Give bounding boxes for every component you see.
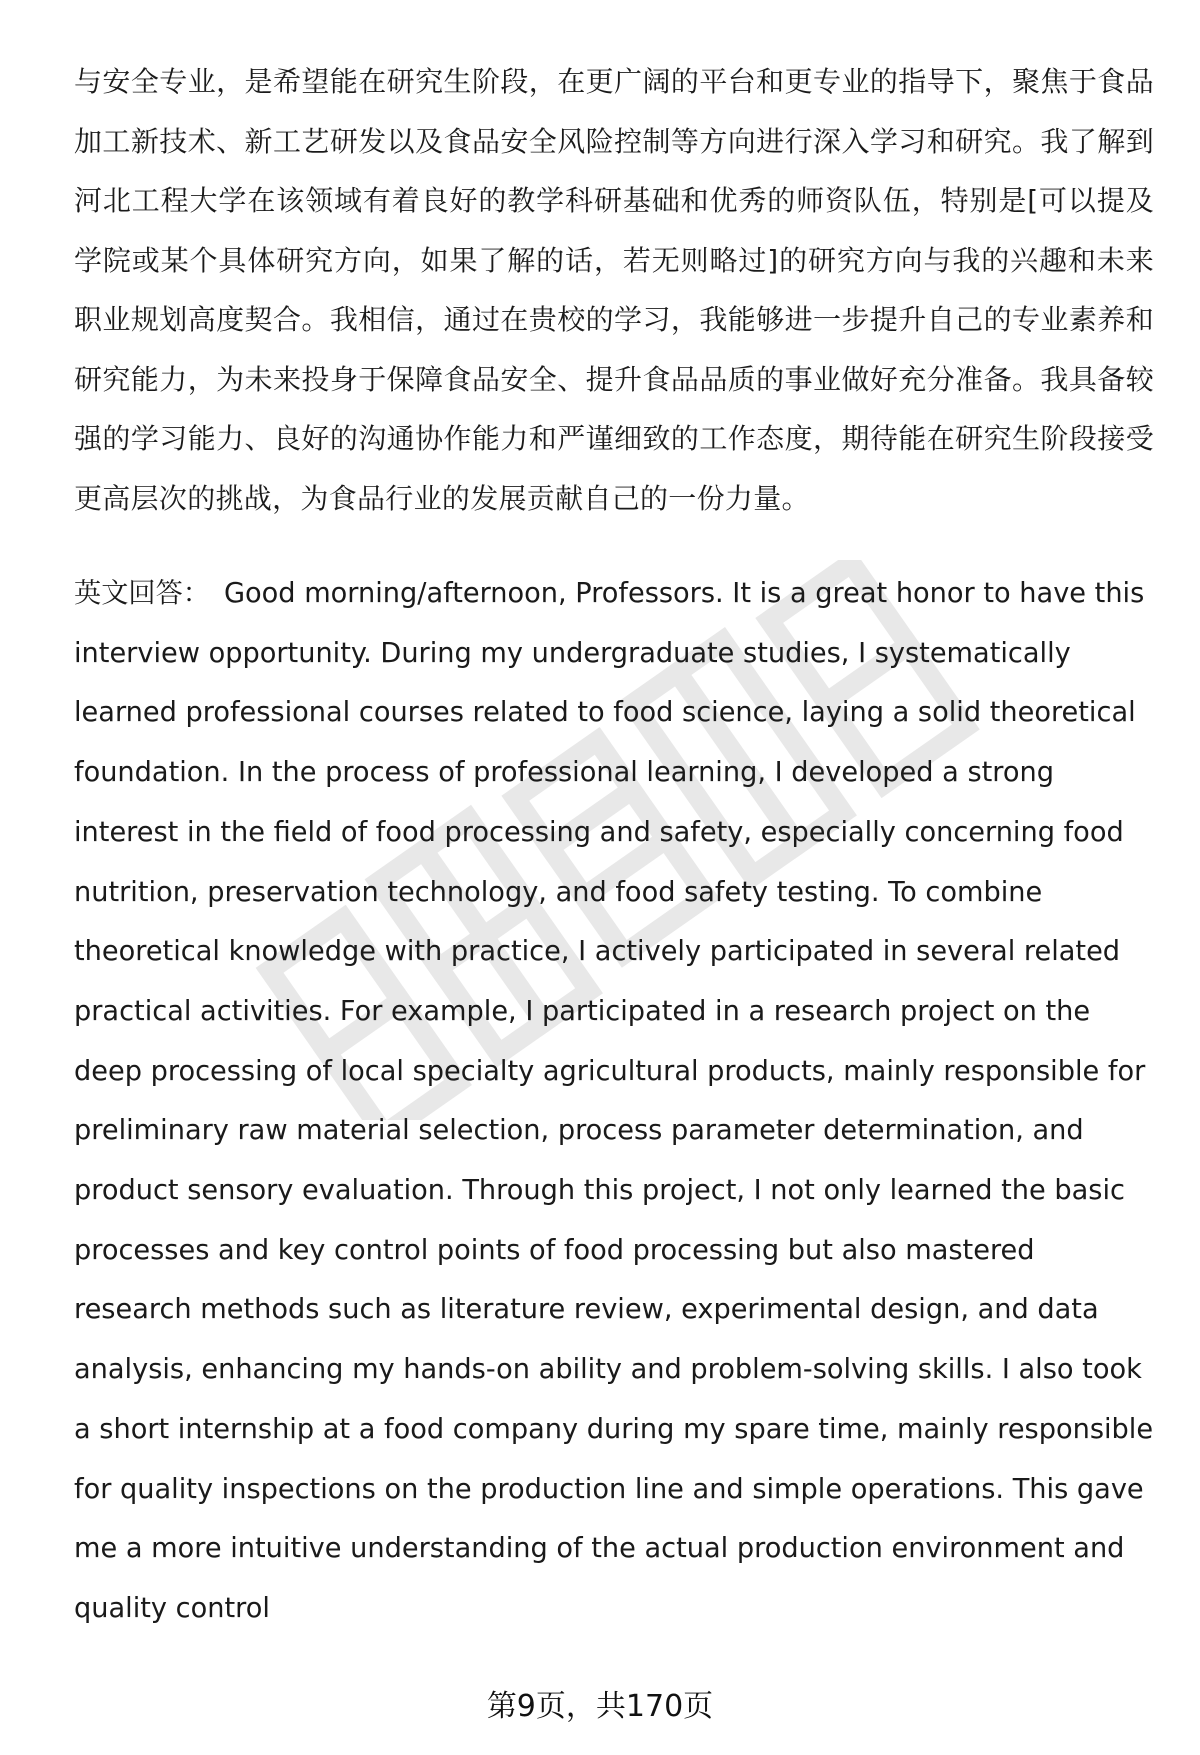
english-answer-paragraph xyxy=(74,564,1154,1639)
document-body xyxy=(74,52,1154,1639)
chinese-answer-paragraph: 与安全专业，是希望能在研究生阶段，在更广阔的平台和更专业的指导下，聚焦于食品加工新技术、新工艺研发以及食品安全风险控制等方向进行深入学习和研究。我了解到河北工程大学在该领域有着良好的教学科研基础和优秀的师资队伍，特别是[可以提及学院或某个具体研究方向，如果了解的话，若无则略过]的研究方向与我的兴趣和未来职业规划高度契合。我相信，通过在贵校的学习，我能够进一步提升自己的专业素养和研究能力，为未来投身于保障食品安全、提升食品品质的事业做好充分准备。我具备较强的学习能力、良好的沟通协作能力和严谨细致的工作态度，期待能在研究生阶段接受更高层次的挑战，为食品行业的发展贡献自己的一份力量。 xyxy=(74,65,1154,515)
english-answer-text: Good morning/afternoon, Professors. It is a great honor to have this interview opportunity. During my undergraduate studies, I systematically learned professional courses related to food science, laying a solid theoretical foundation. In the process of professional learning, I developed a strong interest in the field of food processing and safety, especially concerning food nutrition, preservation technology, and food safety testing. To combine theoretical knowledge with practice, I actively participated in several related practical activities. For example, I participated in a research project on the deep processing of local specialty agricultural products, mainly responsible for preliminary raw material selection, process parameter determination, and product sensory evaluation. Through this project, I not only learned the basic processes and key control points of food processing but also mastered research methods such as literature review, experimental design, and data analysis, enhancing my hands-on ability and problem-solving skills. I also took a short internship at a food company during my spare time, mainly responsible for quality inspections on the production line and simple operations. This gave me a more intuitive understanding of the actual production environment and quality control xyxy=(74,578,1154,1624)
english-answer-label: 英文回答： xyxy=(74,578,210,609)
page-number-footer: 第9页，共170页 xyxy=(486,1689,714,1724)
